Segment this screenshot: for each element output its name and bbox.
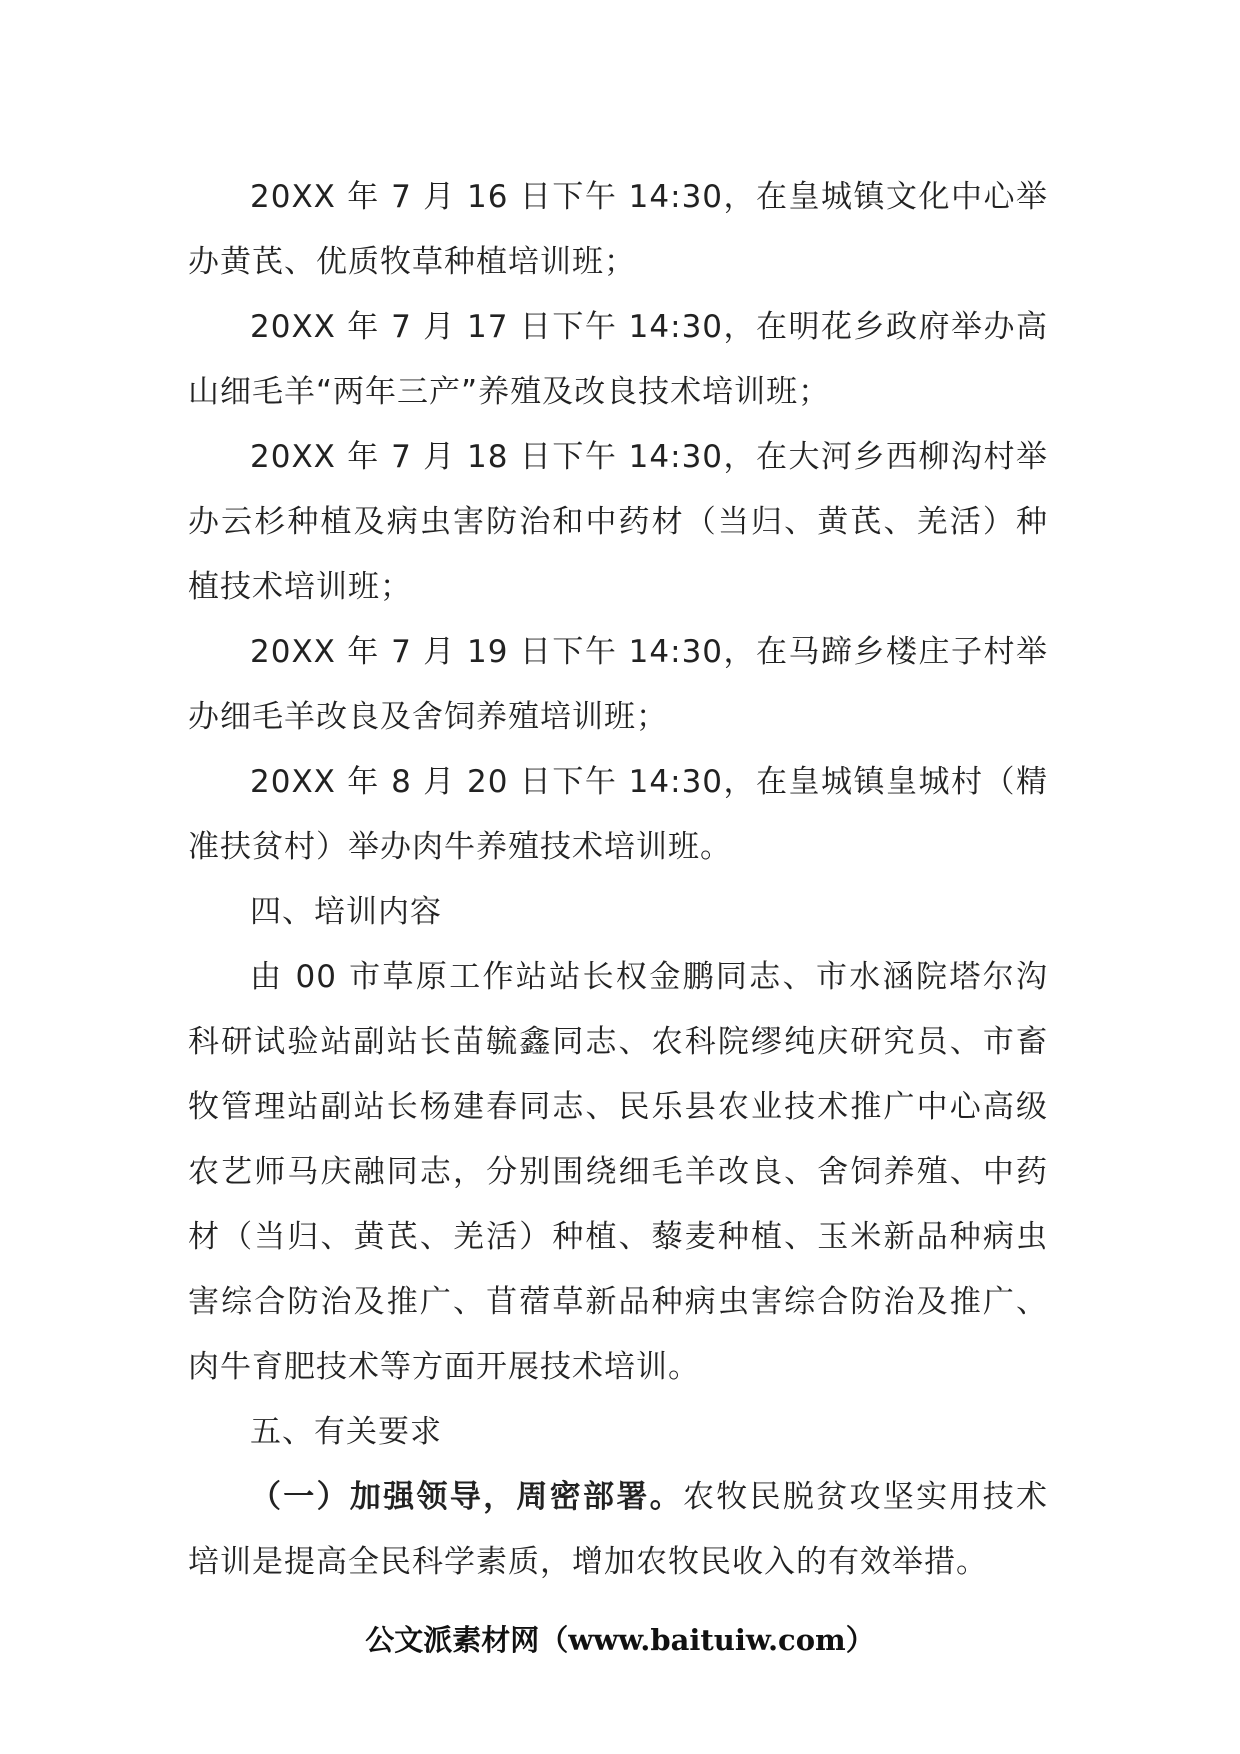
requirement-1-text: 农牧民脱贫攻坚实用技术培训是提高全民科学素质，增加农牧民收入的有效举措。	[188, 1479, 1049, 1580]
requirement-1-title: （一）加强领导，周密部署。	[250, 1479, 683, 1515]
paragraph-training-0719: 20XX 年 7 月 19 日下午 14:30，在马蹄乡楼庄子村举办细毛羊改良及舍饲养殖培训班；	[188, 634, 1048, 735]
paragraph-training-0717: 20XX 年 7 月 17 日下午 14:30，在明花乡政府举办高山细毛羊“两年三产”养殖及改良技术培训班；	[188, 309, 1048, 410]
paragraph-training-0716: 20XX 年 7 月 16 日下午 14:30，在皇城镇文化中心举办黄芪、优质牧草种植培训班；	[188, 179, 1048, 280]
paragraph-requirement-1	[188, 1465, 1048, 1595]
paragraph-training-0820: 20XX 年 8 月 20 日下午 14:30，在皇城镇皇城村（精准扶贫村）举办肉牛养殖技术培训班。	[188, 764, 1048, 865]
document-body	[188, 165, 1048, 1595]
paragraph-training-0718: 20XX 年 7 月 18 日下午 14:30，在大河乡西柳沟村举办云杉种植及病虫害防治和中药材（当归、黄芪、羌活）种植技术培训班；	[188, 439, 1048, 605]
section-heading-requirements: 五、有关要求	[250, 1414, 442, 1450]
footer-watermark: 公文派素材网（www.baituiw.com）	[365, 1623, 875, 1657]
section-heading-training-content: 四、培训内容	[250, 894, 442, 930]
paragraph-training-content: 由 00 市草原工作站站长权金鹏同志、市水涵院塔尔沟科研试验站副站长苗毓鑫同志、农科院缪纯庆研究员、市畜牧管理站副站长杨建春同志、民乐县农业技术推广中心高级农艺师马庆融同志，分别围绕细毛羊改良、舍饲养殖、中药材（当归、黄芪、羌活）种植、藜麦种植、玉米新品种病虫害综合防治及推广、苜蓿草新品种病虫害综合防治及推广、肉牛育肥技术等方面开展技术培训。	[188, 959, 1048, 1385]
